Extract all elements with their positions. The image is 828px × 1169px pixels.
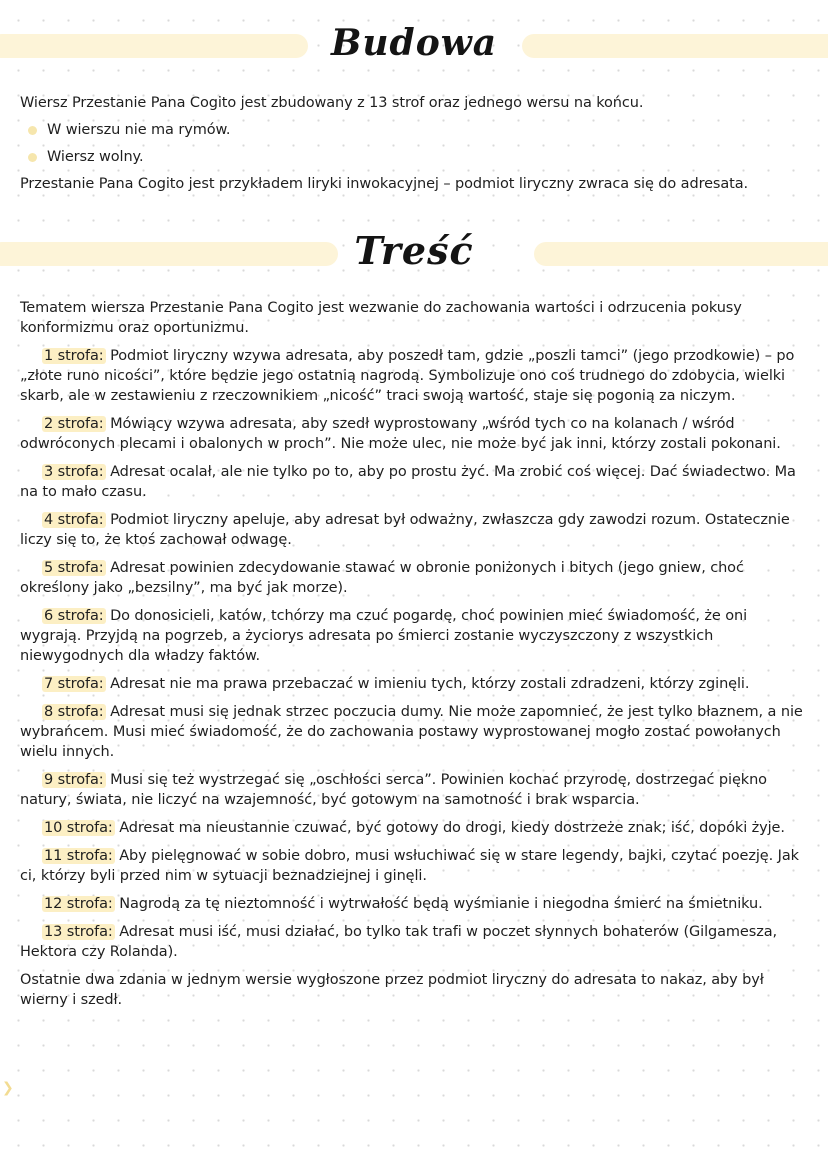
stanza-11 [20, 846, 812, 886]
stanza-text: Mówiący wzywa adresata, aby szedł wyprostowany „wśród tych co na kolanach / wśród odwróconych plecami i obalonych w proch”. Nie może ulec, nie może być jak inni, którzy zostali pokonani. [20, 416, 781, 452]
stanza-label: 11 strofa: [44, 848, 113, 864]
stanza-1 [20, 346, 812, 406]
bullet-item [20, 120, 812, 140]
stanza-13 [20, 922, 812, 962]
stanza-text: Podmiot liryczny apeluje, aby adresat był odważny, zwłaszcza gdy zawodzi rozum. Ostatecznie liczy się to, że ktoś zachował odwagę. [20, 512, 790, 548]
stanza-text: Adresat ma nieustannie czuwać, być gotowy do drogi, kiedy dostrzeże znak; iść, dopóki żyje. [114, 820, 785, 836]
stanza-9 [20, 770, 812, 810]
structure-text: Wiersz Przestanie Pana Cogito jest zbudowany z 13 strof oraz jednego wersu na końcu. [20, 95, 644, 111]
stanza-10 [20, 818, 812, 838]
stanza-text: Adresat musi się jednak strzec poczucia dumy. Nie może zapomnieć, że jest tylko błaznem, a nie wybrańcem. Musi mieć świadomość, że do zachowania postawy wyprostowanej mogło zostać powołanych wielu innych. [20, 704, 803, 760]
stanza-label: 2 strofa: [44, 416, 104, 432]
stanza-label: 13 strofa: [44, 924, 113, 940]
stanza-label: 6 strofa: [44, 608, 104, 624]
content-section [20, 298, 812, 1018]
stanza-text: Adresat powinien zdecydowanie stawać w obronie poniżonych i bitych (jego gniew, choć określony jako „bezsilny”, ma być jak morze). [20, 560, 744, 596]
stanza-text: Podmiot liryczny wzywa adresata, aby poszedł tam, gdzie „poszli tamci” (jego przodkowie) – po „złote runo nicości”, które będzie jego ostatnią nagrodą. Symbolizuje ono coś trudnego do zdobycia, wielki skarb, ale w zestawieniu z rzeczownikiem „nicość” traci swoją wartość, staje się pogonią za niczym. [20, 348, 795, 404]
section-title-tresc: Treść [354, 228, 474, 273]
stanza-label: 4 strofa: [44, 512, 104, 528]
structure-section [20, 93, 812, 201]
stanza-2 [20, 414, 812, 454]
content-intro: Tematem wiersza Przestanie Pana Cogito jest wezwanie do zachowania wartości i odrzucenia pokusy konformizmu oraz oportunizmu. [20, 300, 742, 336]
stanza-label: 9 strofa: [44, 772, 104, 788]
stanza-text: Aby pielęgnować w sobie dobro, musi wsłuchiwać się w stare legendy, bajki, czytać poezję. Jak ci, którzy byli przed nim w sytuacji beznadziejnej i ginęli. [20, 848, 799, 884]
stanza-label: 8 strofa: [44, 704, 104, 720]
stanza-12 [20, 894, 812, 914]
stanza-label: 7 strofa: [44, 676, 104, 692]
stanza-text: Adresat nie ma prawa przebaczać w imieniu tych, którzy zostali zdradzeni, którzy zginęli. [105, 676, 750, 692]
stanza-label: 3 strofa: [44, 464, 104, 480]
stanza-text: Musi się też wystrzegać się „oschłości serca”. Powinien kochać przyrodę, dostrzegać piękno natury, świata, nie liczyć na wzajemność, być gotowym na samotność i brak wsparcia. [20, 772, 767, 808]
stanza-4 [20, 510, 812, 550]
bullet-text: W wierszu nie ma rymów. [47, 122, 231, 138]
stanza-6 [20, 606, 812, 666]
bullet-dot-icon [28, 153, 37, 162]
stanza-text: Nagrodą za tę nieztomność i wytrwałość będą wyśmianie i niegodna śmierć na śmietniku. [114, 896, 763, 912]
chevron-right-icon: ❯ [2, 1080, 14, 1096]
section-title-budowa: Budowa [330, 22, 498, 64]
bullet-text: Wiersz wolny. [47, 149, 144, 165]
stanza-text: Adresat musi iść, musi działać, bo tylko tak trafi w poczet słynnych bohaterów (Gilgamesza, Hektora czy Rolanda). [20, 924, 777, 960]
stanza-8 [20, 702, 812, 762]
stanza-text: Adresat ocalał, ale nie tylko po to, aby po prostu żyć. Ma zrobić coś więcej. Dać świadectwo. Ma na to mało czasu. [20, 464, 796, 500]
stanza-3 [20, 462, 812, 502]
stanza-7 [20, 674, 812, 694]
stanza-label: 5 strofa: [44, 560, 104, 576]
stanza-label: 10 strofa: [44, 820, 113, 836]
stanza-label: 1 strofa: [44, 348, 104, 364]
bullet-dot-icon [28, 126, 37, 135]
stanza-5 [20, 558, 812, 598]
content-closing: Ostatnie dwa zdania w jednym wersie wygłoszone przez podmiot liryczny do adresata to nakaz, aby był wierny i szedł. [20, 972, 764, 1008]
bullet-item [20, 147, 812, 167]
structure-text: Przestanie Pana Cogito jest przykładem liryki inwokacyjnej – podmiot liryczny zwraca się do adresata. [20, 176, 749, 192]
stanza-label: 12 strofa: [44, 896, 113, 912]
stanza-text: Do donosicieli, katów, tchórzy ma czuć pogardę, choć powinien mieć świadomość, że oni wygrają. Przyjdą na pogrzeb, a życiorys adresata po śmierci zostanie wyczyszczony z wszystkich niewygodnych dla władzy faktów. [20, 608, 748, 664]
